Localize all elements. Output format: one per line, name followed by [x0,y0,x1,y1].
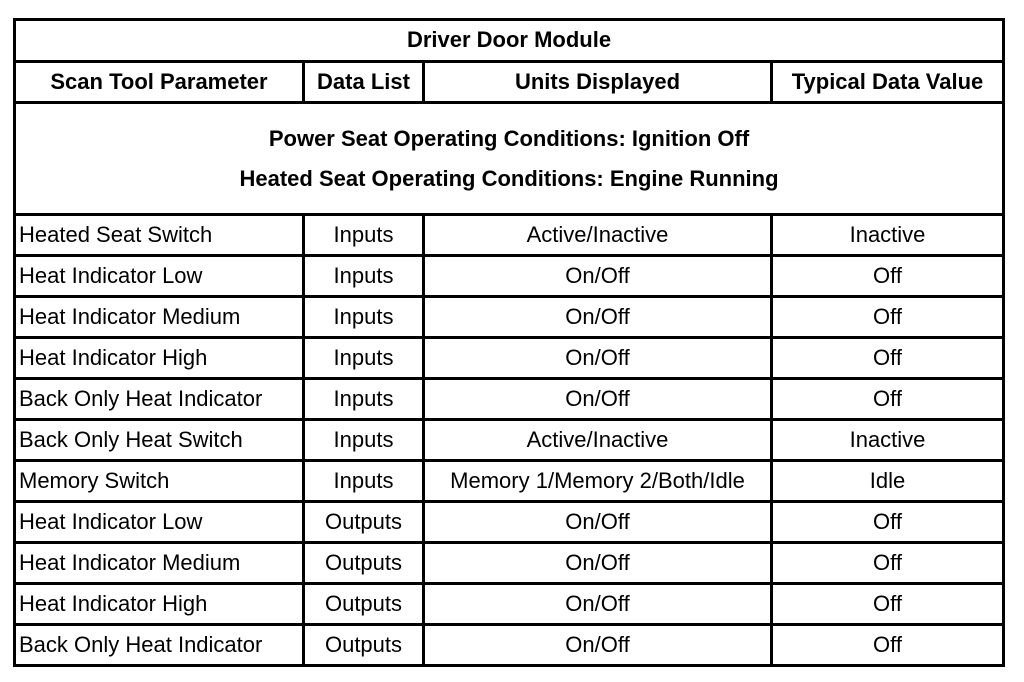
conditions-spacer [16,152,1002,166]
cell-parameter: Heated Seat Switch [15,215,304,256]
conditions-row [15,103,1004,215]
table-row [15,461,1004,502]
cell-parameter: Heat Indicator Low [15,256,304,297]
header-data-list: Data List [304,62,424,103]
power-seat-conditions: Power Seat Operating Conditions: Ignition Off [268,125,750,151]
cell-parameter: Heat Indicator Medium [15,543,304,584]
cell-data-list: Inputs [304,215,424,256]
cell-data-list: Outputs [304,584,424,625]
cell-typical-value: Off [772,502,1004,543]
header-row [15,62,1004,103]
cell-units-displayed: Active/Inactive [424,215,772,256]
cell-data-list: Inputs [304,338,424,379]
table-row [15,297,1004,338]
cell-typical-value: Off [772,338,1004,379]
cell-units-displayed: Active/Inactive [424,420,772,461]
table-body [15,20,1004,666]
header-typical-data-value: Typical Data Value [772,62,1004,103]
cell-units-displayed: On/Off [424,379,772,420]
cell-typical-value: Off [772,584,1004,625]
cell-typical-value: Off [772,379,1004,420]
table-row [15,625,1004,666]
cell-units-displayed: On/Off [424,584,772,625]
table-row [15,338,1004,379]
table-row [15,215,1004,256]
cell-typical-value: Off [772,625,1004,666]
table-row [15,543,1004,584]
title-row [15,20,1004,62]
cell-units-displayed: On/Off [424,625,772,666]
cell-data-list: Outputs [304,502,424,543]
cell-parameter: Heat Indicator High [15,338,304,379]
cell-typical-value: Idle [772,461,1004,502]
table-row [15,420,1004,461]
cell-units-displayed: Memory 1/Memory 2/Both/Idle [424,461,772,502]
cell-data-list: Inputs [304,461,424,502]
cell-parameter: Memory Switch [15,461,304,502]
cell-units-displayed: On/Off [424,338,772,379]
header-scan-tool-parameter: Scan Tool Parameter [15,62,304,103]
cell-data-list: Outputs [304,543,424,584]
heated-seat-conditions: Heated Seat Operating Conditions: Engine Running [239,165,779,191]
cell-parameter: Back Only Heat Indicator [15,379,304,420]
cell-data-list: Outputs [304,625,424,666]
cell-typical-value: Off [772,543,1004,584]
cell-typical-value: Inactive [772,420,1004,461]
cell-data-list: Inputs [304,256,424,297]
cell-typical-value: Inactive [772,215,1004,256]
driver-door-module-table [13,18,1005,667]
table-row [15,584,1004,625]
cell-typical-value: Off [772,256,1004,297]
cell-units-displayed: On/Off [424,256,772,297]
cell-units-displayed: On/Off [424,502,772,543]
cell-data-list: Inputs [304,379,424,420]
cell-data-list: Inputs [304,297,424,338]
cell-parameter: Back Only Heat Switch [15,420,304,461]
cell-parameter: Heat Indicator Medium [15,297,304,338]
operating-conditions [15,103,1004,215]
cell-parameter: Heat Indicator High [15,584,304,625]
table-title: Driver Door Module [15,20,1004,62]
table-row [15,379,1004,420]
cell-typical-value: Off [772,297,1004,338]
table-row [15,502,1004,543]
cell-units-displayed: On/Off [424,297,772,338]
cell-units-displayed: On/Off [424,543,772,584]
cell-parameter: Heat Indicator Low [15,502,304,543]
table-row [15,256,1004,297]
cell-data-list: Inputs [304,420,424,461]
cell-parameter: Back Only Heat Indicator [15,625,304,666]
header-units-displayed: Units Displayed [424,62,772,103]
